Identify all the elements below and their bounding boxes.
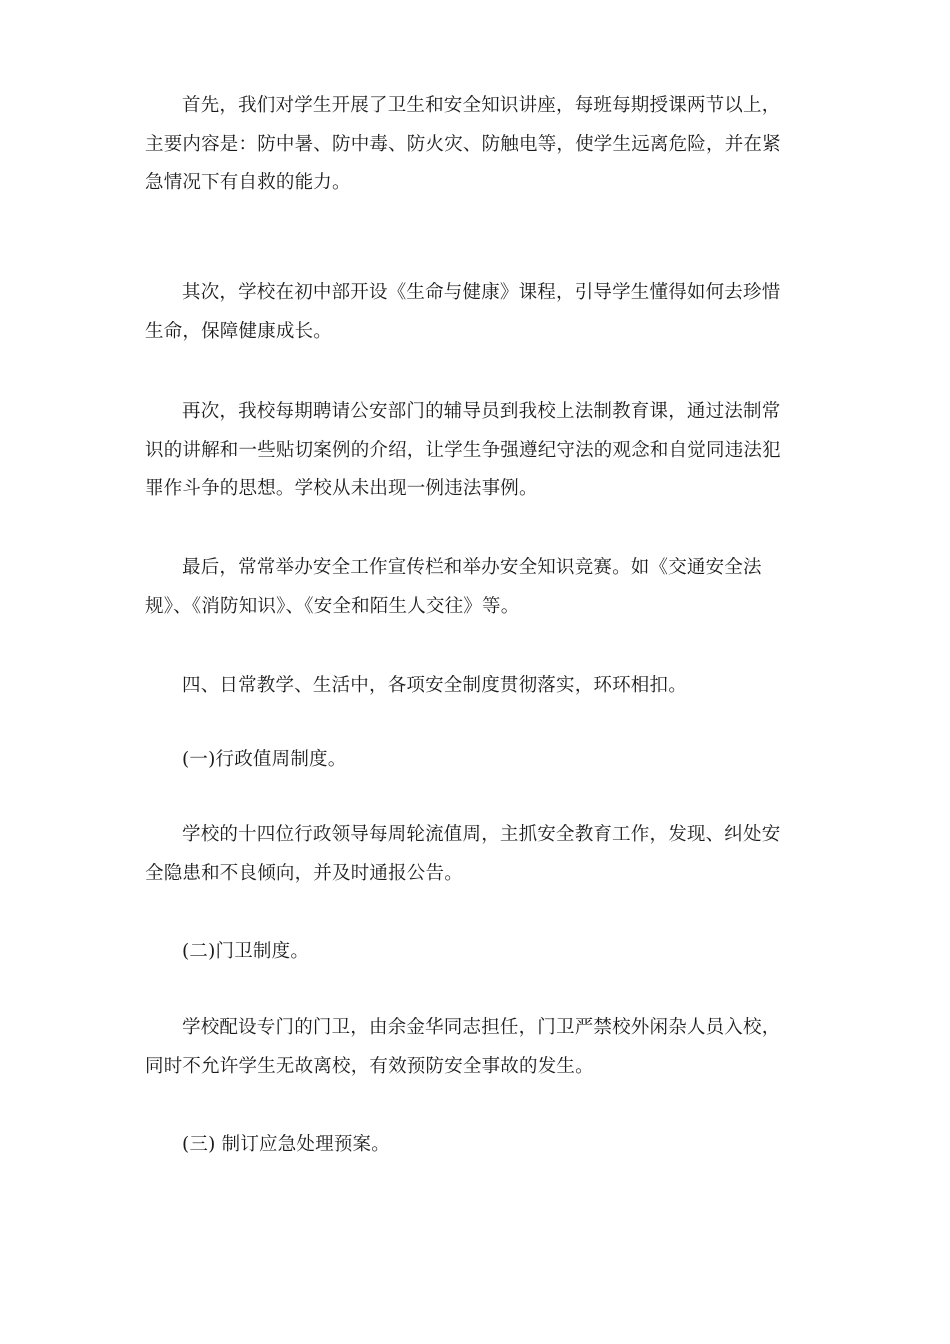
paragraph-life-health-course (145, 274, 810, 351)
paragraph-line: (二)门卫制度。 (182, 941, 310, 962)
subheading-gatekeeper-system (145, 933, 810, 972)
paragraph-line: 其次，学校在初中部开设《生命与健康》课程，引导学生懂得如何去珍惜 (182, 282, 781, 303)
paragraph-gatekeeper-detail (145, 1009, 810, 1086)
paragraph-legal-education (145, 393, 810, 509)
paragraph-line: (一)行政值周制度。 (182, 749, 347, 770)
subheading-emergency-plan (145, 1126, 810, 1165)
paragraph-line: 学校配设专门的门卫，由余金华同志担任，门卫严禁校外闲杂人员入校， (182, 1017, 781, 1038)
subheading-admin-duty-system (145, 741, 810, 780)
paragraph-line: 主要内容是：防中暑、防中毒、防火灾、防触电等，使学生远离危险，并在紧 (145, 133, 781, 155)
paragraph-line: 全隐患和不良倾向，并及时通报公告。 (145, 862, 463, 884)
paragraph-line: 最后，常常举办安全工作宣传栏和举办安全知识竞赛。如《交通安全法 (182, 557, 762, 578)
paragraph-line: 规》、《消防知识》、《安全和陌生人交往》等。 (145, 595, 520, 617)
paragraph-health-safety-lectures (145, 87, 810, 203)
paragraph-line: (三) 制订应急处理预案。 (182, 1134, 390, 1155)
paragraph-line: 四、日常教学、生活中，各项安全制度贯彻落实，环环相扣。 (182, 675, 687, 696)
paragraph-admin-duty-detail (145, 816, 810, 893)
paragraph-line: 再次，我校每期聘请公安部门的辅导员到我校上法制教育课，通过法制常 (182, 401, 781, 422)
paragraph-safety-publicity (145, 549, 810, 626)
paragraph-line: 识的讲解和一些贴切案例的介绍，让学生争强遵纪守法的观念和自觉同违法犯 (145, 439, 781, 461)
paragraph-line: 学校的十四位行政领导每周轮流值周，主抓安全教育工作，发现、纠处安 (182, 824, 781, 845)
section-heading-daily-safety-systems (145, 667, 810, 706)
paragraph-line: 同时不允许学生无故离校，有效预防安全事故的发生。 (145, 1055, 594, 1077)
paragraph-line: 生命，保障健康成长。 (145, 320, 333, 342)
paragraph-line: 急情况下有自救的能力。 (145, 172, 351, 193)
paragraph-line: 罪作斗争的思想。学校从未出现一例违法事例。 (145, 478, 538, 499)
paragraph-line: 首先，我们对学生开展了卫生和安全知识讲座，每班每期授课两节以上， (182, 95, 781, 116)
